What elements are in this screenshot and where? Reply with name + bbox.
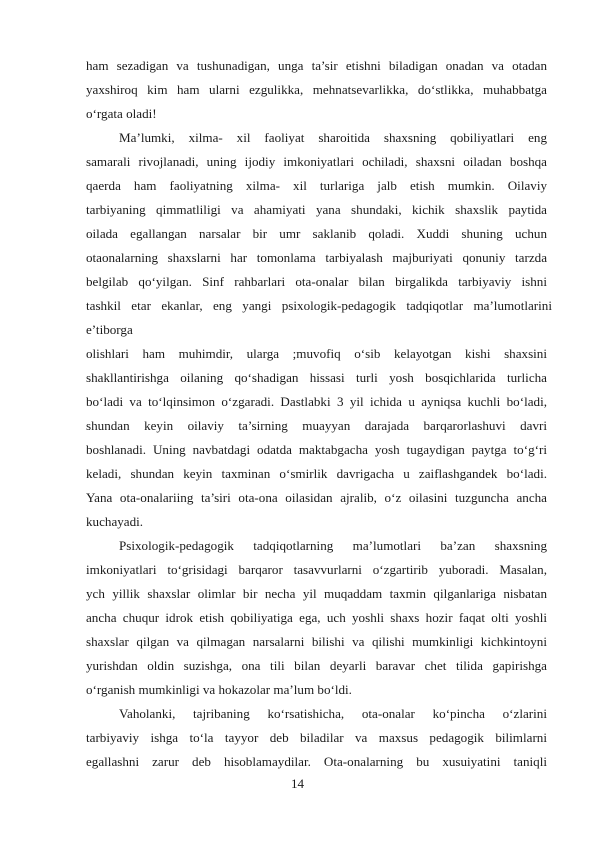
- paragraph-first-line: Ma’lumki, xilma- xil faoliyat sharoitida shaxsning qobiliyatlari eng: [119, 130, 547, 145]
- text-line: yaxshiroq kim ham ularni ezgulikka, mehnatsevarlikka, do‘stlikka, muhabbatga: [86, 82, 547, 97]
- text-line: o‘rgata oladi!: [86, 106, 157, 121]
- text-line: yurishdan oldin suzishga, ona tili bilan deyarli baravar chet tilida gapirishga: [86, 658, 547, 673]
- text-line: olishlari ham muhimdir, ularga ;muvofiq o‘sib kelayotgan kishi shaxsini: [86, 346, 547, 361]
- page-number: 14: [290, 776, 305, 791]
- text-line: shakllantirishga oilaning qo‘shadigan hissasi turli yosh bosqichlarida turlicha: [86, 370, 547, 385]
- text-line: boshlanadi. Uning navbatdagi odatda maktabgacha yosh tugaydigan paytga to‘g‘ri: [86, 442, 547, 457]
- text-line: bo‘ladi va to‘lqinsimon o‘zgaradi. Dastlabki 3 yil ichida u ayniqsa kuchli bo‘ladi,: [86, 394, 547, 409]
- text-line: oilada egallangan narsalar bir umr saklanib qoladi. Xuddi shuning uchun: [86, 226, 547, 241]
- text-line: tashkil etar ekanlar, eng yangi psixologik-pedagogik tadqiqotlar ma’lumotlarini: [86, 298, 552, 313]
- text-line: otaonalarning shaxslarni har tomonlama tarbiyalash majburiyati qonuniy tarzda: [86, 250, 547, 265]
- text-line: ancha chuqur idrok etish qobiliyatiga ega, uch yoshli shaxs hozir faqat olti yoshli: [86, 610, 547, 625]
- text-line: shundan keyin oilaviy ta’sirning muayyan darajada barqarorlashuvi davri: [86, 418, 547, 433]
- text-line: keladi, shundan keyin taxminan o‘smirlik davrigacha u zaiflashgandek bo‘ladi.: [86, 466, 547, 481]
- text-line: tarbiyaviy ishga to‘la tayyor deb biladilar va maxsus pedagogik bilimlarni: [86, 730, 547, 745]
- text-line: shaxslar qilgan va qilmagan narsalarni bilishi va qilishi mumkinligi kichkintoyni: [86, 634, 547, 649]
- text-line: belgilab qo‘yilgan. Sinf rahbarlari ota-onalar bilan birgalikda tarbiyaviy ishni: [86, 274, 547, 289]
- text-line: ham sezadigan va tushunadigan, unga ta’sir etishni biladigan onadan va otadan: [86, 58, 547, 73]
- text-line: egallashni zarur deb hisoblamaydilar. Ota-onalarning bu xusuiyatini taniqli: [86, 754, 547, 769]
- paragraph-first-line: Vaholanki, tajribaning ko‘rsatishicha, ota-onalar ko‘pincha o‘zlarini: [119, 706, 547, 721]
- text-line: Yana ota-onalariing ta’siri ota-ona oilasidan ajralib, o‘z oilasini tuzguncha ancha: [86, 490, 547, 505]
- paragraph-first-line: Psixologik-pedagogik tadqiqotlarning ma’lumotlari ba’zan shaxsning: [119, 538, 547, 553]
- text-line: imkoniyatlari to‘grisidagi barqaror tasavvurlarni o‘zgartirib yuboradi. Masalan,: [86, 562, 547, 577]
- text-line: qaerda ham faoliyatning xilma- xil turlariga jalb etish mumkin. Oilaviy: [86, 178, 547, 193]
- text-line: o‘rganish mumkinligi va hokazolar ma’lum bo‘ldi.: [86, 682, 352, 697]
- text-line: samarali rivojlanadi, uning ijodiy imkoniyatlari ochiladi, shaxsni oiladan boshqa: [86, 154, 547, 169]
- text-line: e’tiborga: [86, 322, 133, 337]
- text-line: kuchayadi.: [86, 514, 144, 529]
- text-line: tarbiyaning qimmatliligi va ahamiyati yana shundaki, kichik shaxslik paytida: [86, 202, 547, 217]
- text-line: ych yillik shaxslar olimlar bir necha yil muqaddam taxmin qilganlariga nisbatan: [86, 586, 547, 601]
